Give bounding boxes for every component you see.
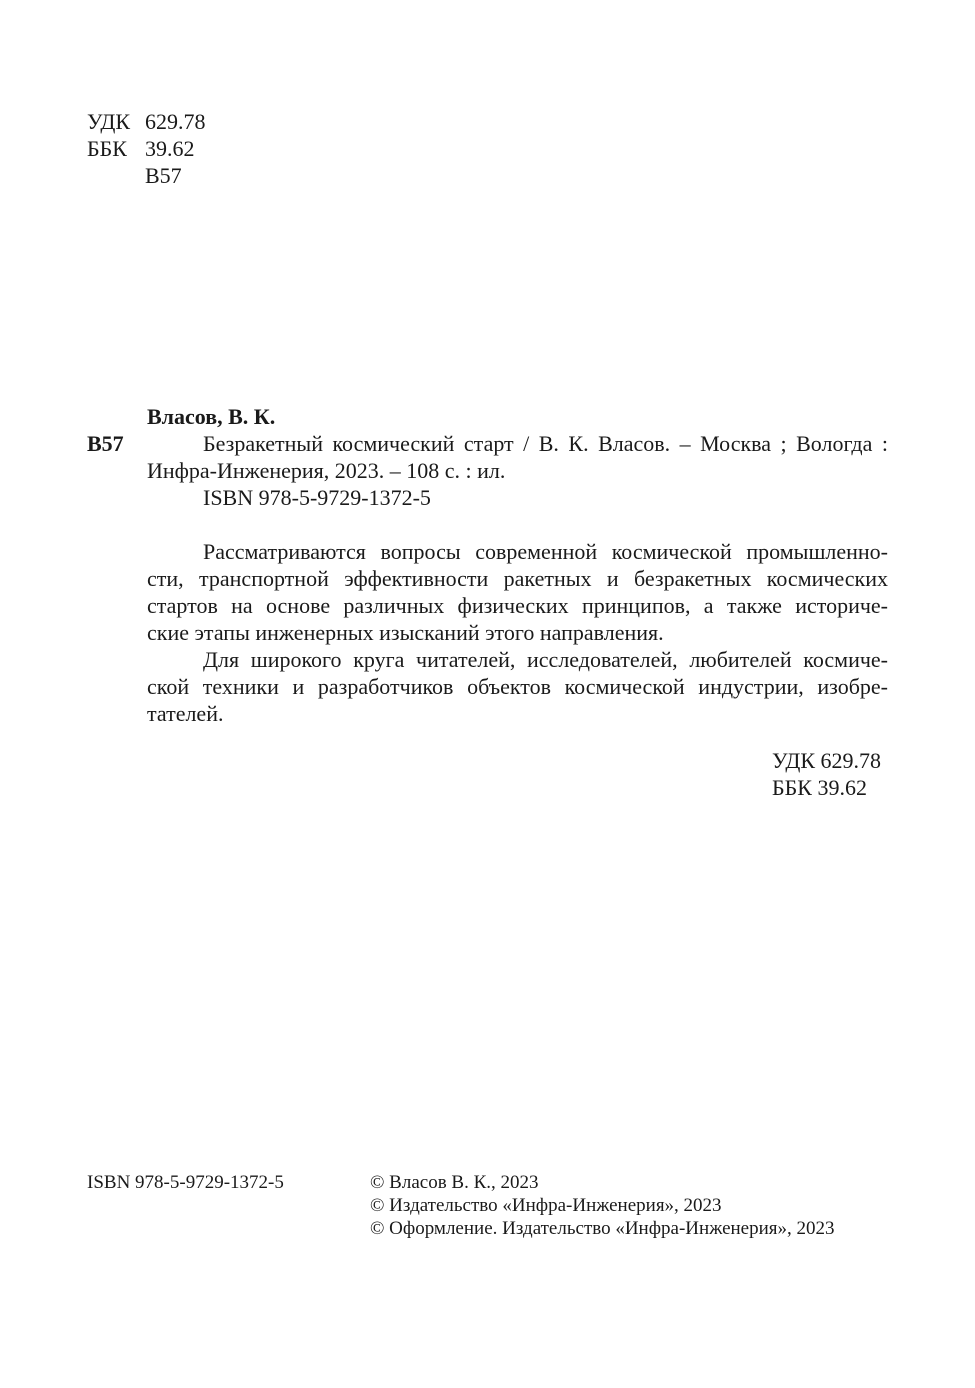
bbk-bottom: ББК 39.62 [772,775,867,800]
footer-isbn: ISBN 978-5-9729-1372-5 [87,1172,284,1193]
udk-label: УДК [87,109,131,134]
annotation-line: сти, транспортной эффективности ракетных и безракетных космических [147,566,888,591]
udk-bottom: УДК 629.78 [772,748,882,773]
annotation-paragraph-2 [147,646,888,727]
author-heading: Власов, В. К. [147,404,276,429]
copyright-design: © Оформление. Издательство «Инфра-Инженерия», 2023 [370,1218,835,1239]
bbk-value: 39.62 [145,136,195,161]
udk-row [87,108,206,136]
catalog-code: В57 [87,431,124,456]
annotation-paragraph-1 [147,538,888,646]
title-line-1: Безракетный космический старт / В. К. Власов. – Москва ; Вологда : [203,431,888,456]
bbk-row [87,135,195,163]
catalog-isbn: ISBN 978-5-9729-1372-5 [203,485,431,510]
annotation-line: тателей. [147,701,224,726]
title-line-2: Инфра-Инженерия, 2023. – 108 с. : ил. [147,458,506,483]
bbk-label: ББК [87,136,127,161]
annotation-line: Для широкого круга читателей, исследователей, любителей космиче- [203,647,888,672]
author-sign-row [87,162,182,190]
copyright-author: © Власов В. К., 2023 [370,1172,539,1193]
copyright-block [370,1171,835,1240]
annotation-line: ские этапы инженерных изысканий этого направления. [147,620,664,645]
author-sign-value: В57 [145,163,182,188]
annotation-line: стартов на основе различных физических принципов, а также историче- [147,593,888,618]
udk-value: 629.78 [145,109,206,134]
copyright-publisher: © Издательство «Инфра-Инженерия», 2023 [370,1195,722,1216]
annotation-line: Рассматриваются вопросы современной космической промышленно- [203,539,888,564]
annotation-line: ской техники и разработчиков объектов космической индустрии, изобре- [147,674,888,699]
